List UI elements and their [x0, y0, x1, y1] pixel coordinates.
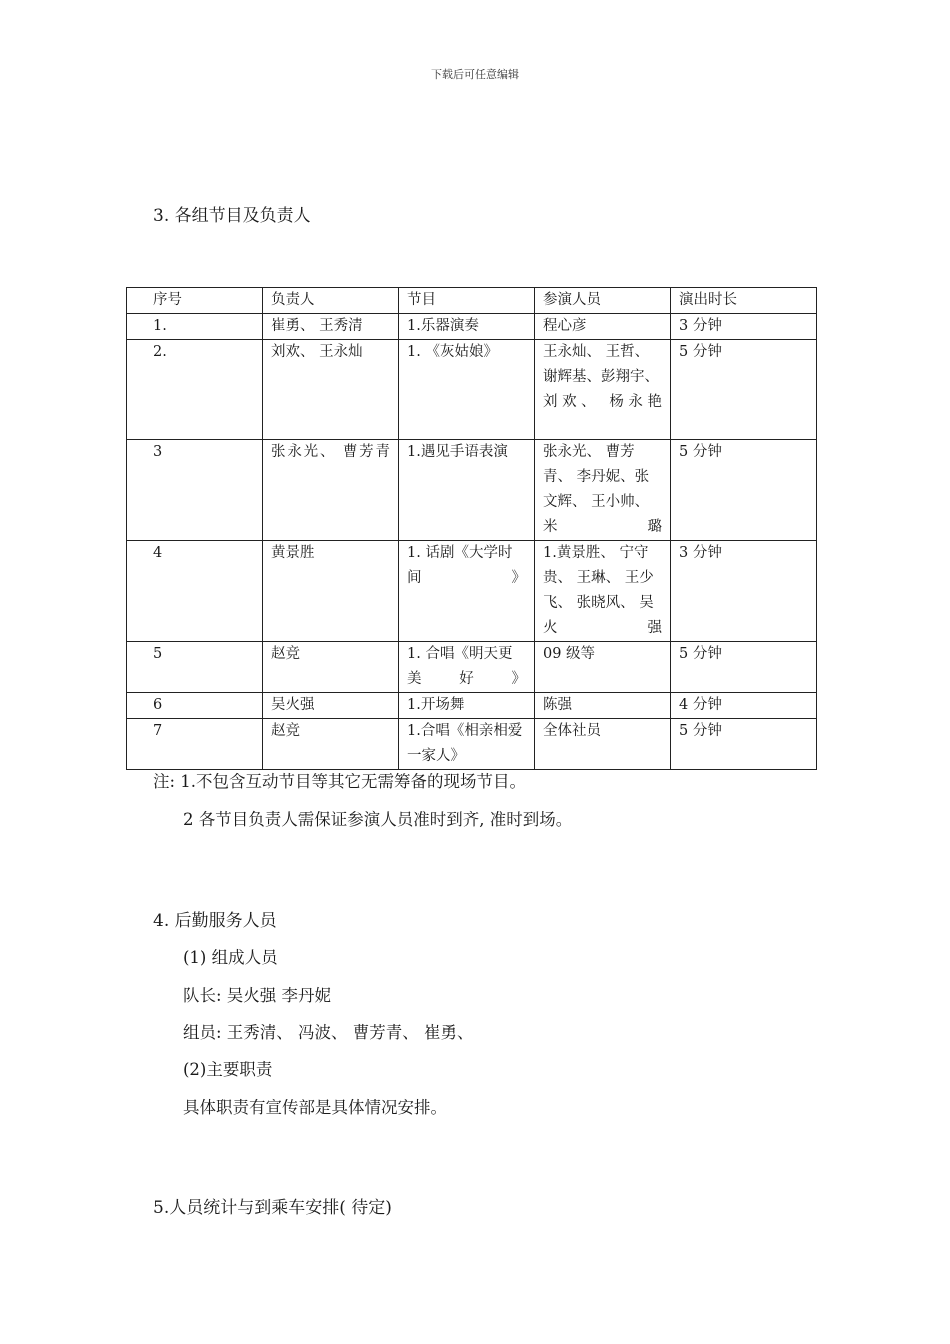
section-3-title: 3. 各组节目及负责人	[153, 206, 311, 226]
cell-leader: 刘欢、 王永灿	[263, 340, 399, 440]
section-5-title: 5.人员统计与到乘车安排( 待定)	[153, 1198, 392, 1218]
table-row	[127, 693, 817, 719]
cell-performers: 1.黄景胜、 宁守贵、 王琳、 王少飞、 张晓风、 吴火强	[535, 541, 671, 642]
table-row	[127, 719, 817, 770]
cell-program: 1. 合唱《明天更美好》	[399, 642, 535, 693]
cell-program: 1. 《灰姑娘》	[399, 340, 535, 440]
table-row	[127, 340, 817, 440]
cell-duration: 4 分钟	[671, 693, 817, 719]
page-header: 下载后可任意编辑	[431, 68, 519, 81]
column-header-duration: 演出时长	[671, 288, 817, 314]
table-row	[127, 440, 817, 541]
column-header-leader: 负责人	[263, 288, 399, 314]
cell-program: 1. 话剧《大学时间》	[399, 541, 535, 642]
cell-no: 6	[127, 693, 263, 719]
section-4-subheading-1: (1) 组成人员	[183, 948, 278, 967]
cell-performers: 程心彦	[535, 314, 671, 340]
cell-no: 4	[127, 541, 263, 642]
column-header-performers: 参演人员	[535, 288, 671, 314]
table-row	[127, 642, 817, 693]
cell-leader: 张永光、 曹芳青	[263, 440, 399, 541]
cell-leader: 吴火强	[263, 693, 399, 719]
captain-line: 队长: 吴火强 李丹妮	[183, 986, 332, 1005]
column-header-program: 节目	[399, 288, 535, 314]
cell-performers: 陈强	[535, 693, 671, 719]
cell-no: 3	[127, 440, 263, 541]
cell-program: 1.合唱《相亲相爱一家人》	[399, 719, 535, 770]
cell-no: 7	[127, 719, 263, 770]
table-row	[127, 314, 817, 340]
members-line: 组员: 王秀清、 冯波、 曹芳青、 崔勇、	[183, 1023, 474, 1042]
cell-leader: 赵竞	[263, 642, 399, 693]
note-1: 注: 1.不包含互动节目等其它无需筹备的现场节目。	[153, 772, 527, 791]
cell-performers: 09 级等	[535, 642, 671, 693]
cell-performers: 张永光、 曹芳青、 李丹妮、张文辉、 王小帅、 米璐	[535, 440, 671, 541]
cell-leader: 黄景胜	[263, 541, 399, 642]
section-4-title: 4. 后勤服务人员	[153, 911, 277, 931]
cell-performers: 全体社员	[535, 719, 671, 770]
cell-duration: 3 分钟	[671, 541, 817, 642]
cell-duration: 5 分钟	[671, 340, 817, 440]
table-row	[127, 541, 817, 642]
cell-no: 1.	[127, 314, 263, 340]
duty-line: 具体职责有宣传部是具体情况安排。	[183, 1098, 447, 1117]
cell-leader: 赵竞	[263, 719, 399, 770]
cell-performers: 王永灿、 王哲、 谢辉基、彭翔宇、 刘欢、 杨永艳	[535, 340, 671, 440]
cell-no: 2.	[127, 340, 263, 440]
cell-program: 1.乐器演奏	[399, 314, 535, 340]
cell-leader: 崔勇、 王秀清	[263, 314, 399, 340]
cell-duration: 5 分钟	[671, 719, 817, 770]
note-2: 2 各节目负责人需保证参演人员准时到齐, 准时到场。	[183, 810, 573, 829]
cell-program: 1.遇见手语表演	[399, 440, 535, 541]
cell-no: 5	[127, 642, 263, 693]
section-4-subheading-2: (2)主要职责	[183, 1060, 273, 1079]
cell-duration: 5 分钟	[671, 440, 817, 541]
program-table	[126, 287, 817, 770]
column-header-no: 序号	[127, 288, 263, 314]
table-header-row	[127, 288, 817, 314]
cell-duration: 5 分钟	[671, 642, 817, 693]
cell-duration: 3 分钟	[671, 314, 817, 340]
cell-program: 1.开场舞	[399, 693, 535, 719]
